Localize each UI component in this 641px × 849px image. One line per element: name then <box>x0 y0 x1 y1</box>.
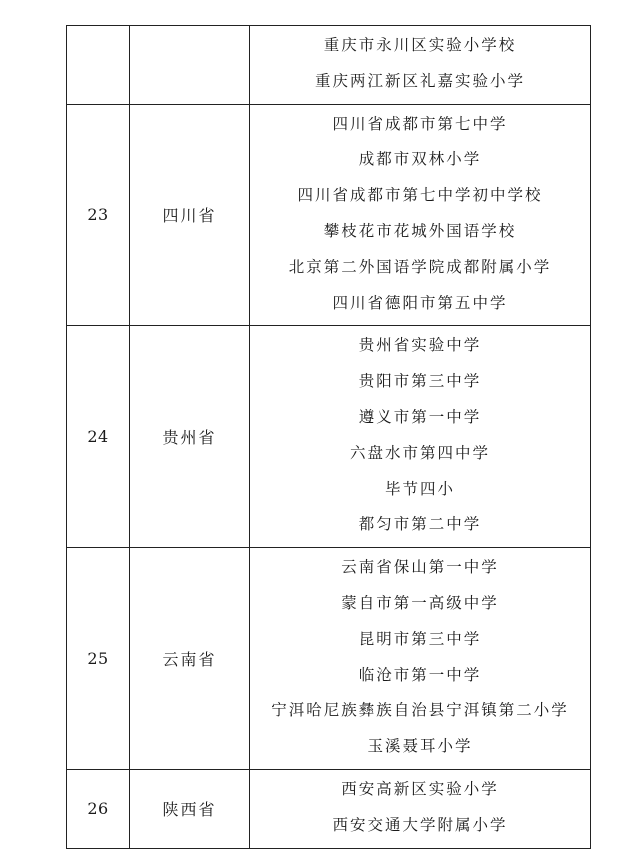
table-row <box>67 26 591 105</box>
school-name: 贵州省实验中学 <box>358 336 482 355</box>
school-name: 重庆两江新区礼嘉实验小学 <box>314 71 525 90</box>
school-name: 四川省成都市第七中学 <box>332 114 508 133</box>
school-cell <box>250 326 591 548</box>
school-cell <box>250 769 591 848</box>
row-number-cell: 24 <box>67 326 130 548</box>
province-cell: 贵州省 <box>130 326 250 548</box>
school-name: 云南省保山第一中学 <box>341 558 499 577</box>
table-row <box>67 104 591 326</box>
school-list <box>250 26 590 104</box>
school-cell <box>250 548 591 770</box>
school-name: 遵义市第一中学 <box>358 407 482 426</box>
province-cell: 四川省 <box>130 104 250 326</box>
school-name: 毕节四小 <box>384 479 455 498</box>
school-name: 北京第二外国语学院成都附属小学 <box>288 257 552 276</box>
school-name: 昆明市第三中学 <box>358 629 482 648</box>
table-row <box>67 326 591 548</box>
school-name: 攀枝花市花城外国语学校 <box>323 221 517 240</box>
school-name: 四川省德阳市第五中学 <box>332 293 508 312</box>
school-table <box>66 25 591 849</box>
school-name: 蒙自市第一高级中学 <box>341 593 499 612</box>
school-list <box>250 105 590 326</box>
school-list <box>250 326 590 547</box>
row-number-cell: 26 <box>67 769 130 848</box>
school-cell <box>250 26 591 105</box>
province-cell: 陕西省 <box>130 769 250 848</box>
school-name: 西安高新区实验小学 <box>341 779 499 798</box>
school-name: 临沧市第一中学 <box>358 665 482 684</box>
school-list <box>250 548 590 769</box>
school-name: 宁洱哈尼族彝族自治县宁洱镇第二小学 <box>271 701 569 720</box>
school-name: 贵阳市第三中学 <box>358 372 482 391</box>
school-name: 四川省成都市第七中学初中学校 <box>297 186 543 205</box>
school-name: 六盘水市第四中学 <box>349 443 490 462</box>
school-name: 都匀市第二中学 <box>358 515 482 534</box>
school-list <box>250 770 590 848</box>
province-cell <box>130 26 250 105</box>
school-name: 成都市双林小学 <box>358 150 482 169</box>
table-row <box>67 548 591 770</box>
table-body <box>67 26 591 849</box>
province-cell: 云南省 <box>130 548 250 770</box>
school-cell <box>250 104 591 326</box>
row-number-cell <box>67 26 130 105</box>
school-name: 玉溪聂耳小学 <box>367 737 473 756</box>
school-name: 重庆市永川区实验小学校 <box>323 36 517 54</box>
table-row <box>67 769 591 848</box>
row-number-cell: 23 <box>67 104 130 326</box>
school-name: 西安交通大学附属小学 <box>332 815 508 834</box>
row-number-cell: 25 <box>67 548 130 770</box>
